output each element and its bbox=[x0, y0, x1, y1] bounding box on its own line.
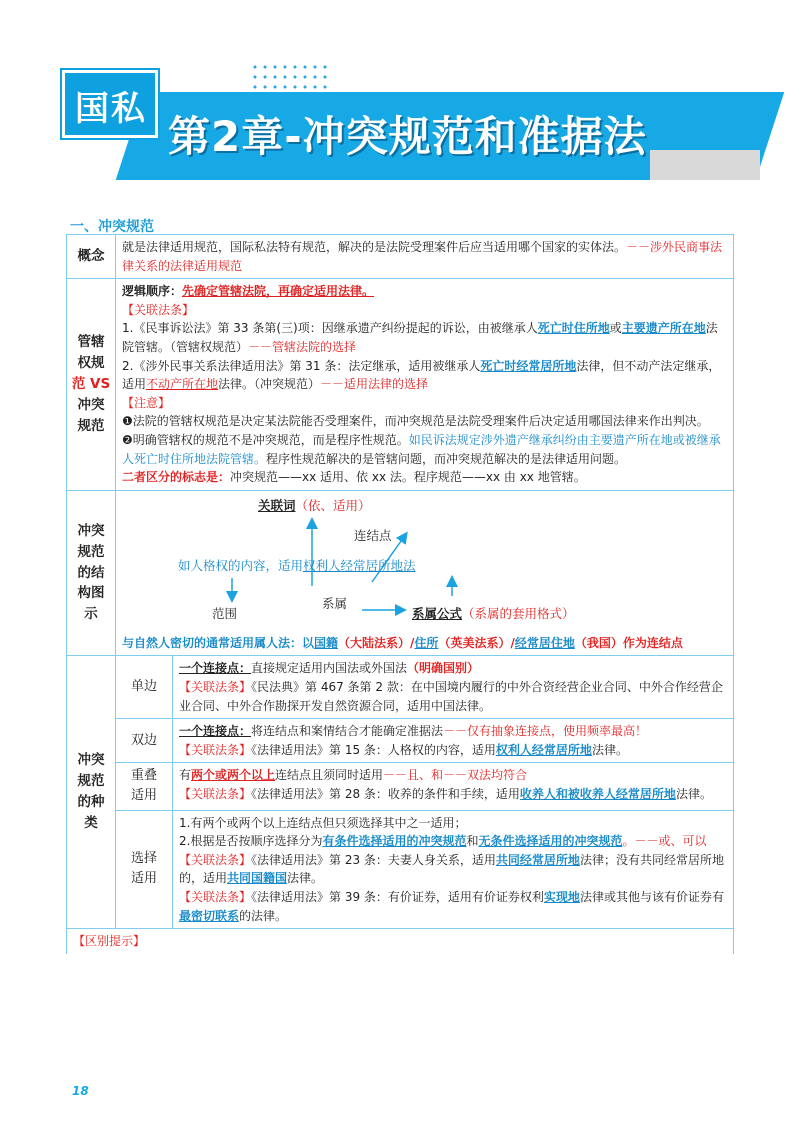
label-line: 选择 bbox=[130, 851, 157, 867]
head: 一个连接点： bbox=[179, 661, 252, 676]
note: －－适用法律的选择 bbox=[320, 377, 429, 392]
law-item-1 bbox=[122, 319, 727, 356]
law-text: 法律；没有共同经常居所地的，适用 bbox=[179, 852, 724, 886]
highlight: 权利人经常居所地法 bbox=[303, 557, 416, 573]
row-choice bbox=[67, 810, 734, 929]
highlight: 主要遗产所在地 bbox=[621, 321, 706, 336]
note: 。－－或、可以 bbox=[622, 834, 707, 849]
text: 如人格权的内容，适用 bbox=[178, 557, 304, 573]
law-text: 《法律适用法》第 39 条：有价证券，适用有价证券权利 bbox=[251, 889, 544, 904]
diff-label: 二者区分的标志是： bbox=[122, 470, 231, 485]
law-text: 《法律适用法》第 28 条：收养的条件和手续，适用 bbox=[251, 786, 520, 801]
diagram-lianjiedian: 连结点 bbox=[354, 527, 392, 543]
text: 程序性规范解决的是管辖问题，而冲突规范解决的是法律适用问题。 bbox=[266, 451, 627, 466]
law-tag: 【关联法条】 bbox=[179, 852, 252, 867]
concept-note: －－涉外民商事法律关系的法律适用规范 bbox=[122, 240, 723, 273]
single-label: 单边 bbox=[116, 656, 173, 719]
text: 直接规定适用内国法或外国法 bbox=[251, 661, 408, 676]
note: （系属的套用格式） bbox=[462, 605, 575, 621]
choice-label bbox=[116, 810, 173, 929]
note: （英美法系）/ bbox=[438, 635, 515, 650]
label-line: 示 bbox=[84, 606, 98, 623]
diagram-example bbox=[178, 556, 416, 575]
example: 如民诉法规定涉外遗产继承纠纷由主要遗产所在地或被继承人死亡时住所地法院管辖。 bbox=[122, 432, 721, 466]
choice-law-2 bbox=[179, 888, 727, 925]
badge-text: 国私 bbox=[75, 89, 147, 129]
highlight: 国籍 bbox=[314, 635, 339, 650]
single-content bbox=[173, 656, 734, 719]
text: 法院管辖。（管辖权规范） bbox=[122, 321, 718, 354]
note: －－仅有抽象连接点，使用频率最高！ bbox=[443, 724, 648, 739]
single-head bbox=[179, 659, 727, 678]
highlight: 经常居住地 bbox=[514, 635, 575, 650]
highlight: 两个或两个以上 bbox=[191, 768, 276, 783]
section-heading: 一、冲突规范 bbox=[70, 219, 154, 235]
row-structure bbox=[67, 490, 734, 656]
chapter-title: 第2章-冲突规范和准据法 bbox=[168, 112, 647, 161]
text: 将连结点和案情结合才能确定准据法 bbox=[251, 724, 444, 739]
diagram-xishu: 系属 bbox=[322, 595, 348, 611]
law-tag: 【关联法条】 bbox=[179, 679, 252, 694]
label-line: 类 bbox=[84, 815, 98, 832]
label-line: 构图 bbox=[77, 585, 105, 602]
diagram-fanwei: 范围 bbox=[212, 605, 238, 621]
text: 法律，但不动产法定继承，适用 bbox=[122, 358, 721, 392]
highlight: 有条件选择适用的冲突规范 bbox=[322, 834, 467, 849]
double-head bbox=[179, 722, 727, 741]
law-text: 法律。 bbox=[675, 786, 712, 801]
law-tag: 【关联法条】 bbox=[179, 742, 252, 757]
text: 关联词 bbox=[258, 497, 296, 513]
types-label bbox=[67, 656, 116, 929]
law-text: 《民法典》第 467 条第 2 款：在中国境内履行的中外合资经营企业合同、中外合作经营企业合同、中外合作勘探开发自然资源合同，适用中国法律。 bbox=[179, 679, 723, 713]
highlight: 不动产所在地 bbox=[146, 377, 219, 392]
conflict-rules-table bbox=[66, 234, 734, 954]
logic-order bbox=[122, 282, 727, 301]
highlight: 权利人经常居所地 bbox=[495, 742, 592, 757]
label-line: 管辖 bbox=[77, 334, 105, 351]
text: 2.《涉外民事关系法律适用法》第 31 条：法定继承，适用被继承人 bbox=[122, 358, 481, 373]
decorative-dots bbox=[250, 62, 330, 92]
law-text: 《法律适用法》第 15 条：人格权的内容，适用 bbox=[251, 742, 496, 757]
highlight: 实现地 bbox=[543, 889, 580, 904]
label-line: 的结 bbox=[77, 564, 105, 581]
text: 和 bbox=[466, 834, 479, 849]
highlight: 最密切联系 bbox=[179, 908, 240, 923]
label-line: 规范 bbox=[77, 773, 105, 790]
order-text: 先确定管辖法院，再确定适用法律。 bbox=[182, 284, 375, 299]
choice-line-1: 1.有两个或两个以上连结点但只须选择其中之一适用； bbox=[179, 815, 467, 830]
law-text: 《法律适用法》第 23 条：夫妻人身关系，适用 bbox=[251, 852, 496, 867]
overlap-content bbox=[173, 763, 734, 810]
highlight: 死亡时经常居所地 bbox=[480, 358, 577, 373]
structure-bottom bbox=[122, 634, 727, 653]
banner-shadow bbox=[650, 150, 760, 180]
structure-diagram bbox=[122, 494, 727, 634]
diagram-guanlianci bbox=[258, 496, 371, 515]
row-double bbox=[67, 719, 734, 763]
highlight: 无条件选择适用的冲突规范 bbox=[478, 834, 623, 849]
highlight: 死亡时住所地 bbox=[537, 321, 610, 336]
tip-cell bbox=[67, 929, 734, 954]
row-jurisdiction bbox=[67, 279, 734, 491]
diagram-gongshi bbox=[412, 604, 575, 623]
tip-tag: 【区别提示】 bbox=[73, 934, 146, 949]
double-label: 双边 bbox=[116, 719, 173, 763]
highlight: 共同国籍国 bbox=[227, 871, 288, 886]
label-line: 冲突 bbox=[77, 752, 105, 769]
jurisdiction-label bbox=[67, 279, 116, 491]
law-tag: 【关联法条】 bbox=[122, 302, 195, 317]
overlap-head bbox=[179, 766, 727, 785]
law-text: 法律。 bbox=[591, 742, 628, 757]
choice-law-1 bbox=[179, 851, 727, 888]
choice-content bbox=[173, 810, 734, 929]
concept-content bbox=[116, 235, 734, 279]
label-line: 冲突 bbox=[77, 396, 105, 413]
text: ❷明确管辖权的规范不是冲突规范，而是程序性规范。 bbox=[122, 432, 409, 447]
text: 1.《民事诉讼法》第 33 条第(三)项：因继承遗产纠纷提起的诉讼，由被继承人 bbox=[122, 321, 538, 336]
row-tip bbox=[67, 929, 734, 954]
note: （我国）作为连结点 bbox=[574, 635, 683, 650]
highlight: 共同经常居所地 bbox=[495, 852, 580, 867]
row-single bbox=[67, 656, 734, 719]
attention-tag: 【注意】 bbox=[122, 395, 171, 410]
note: －－且、和－－双法均符合 bbox=[383, 768, 528, 783]
diff-text: 冲突规范——xx 适用、依 xx 法。程序规范——xx 由 xx 地管辖。 bbox=[230, 470, 586, 485]
text: 法律。（冲突规范） bbox=[218, 377, 321, 392]
text: 有 bbox=[179, 768, 192, 783]
law-tag: 【关联法条】 bbox=[179, 889, 252, 904]
subject-badge bbox=[62, 70, 158, 138]
concept-text: 就是法律适用规范，国际私法特有规范，解决的是法院受理案件后应当适用哪个国家的实体法。 bbox=[122, 240, 627, 254]
double-law bbox=[179, 741, 727, 760]
single-law bbox=[179, 678, 727, 715]
text: 或 bbox=[609, 321, 622, 336]
label-line: 权规 bbox=[77, 355, 105, 372]
note: （依、适用） bbox=[295, 497, 371, 513]
highlight: 收养人和被收养人经常居所地 bbox=[519, 786, 676, 801]
label-line: 冲突 bbox=[77, 522, 105, 539]
law-item-2 bbox=[122, 357, 727, 394]
law-tag: 【关联法条】 bbox=[179, 786, 252, 801]
overlap-label bbox=[116, 763, 173, 810]
text: 连结点且须同时适用 bbox=[275, 768, 384, 783]
concept-label: 概念 bbox=[67, 235, 116, 279]
overlap-law bbox=[179, 785, 727, 804]
page-number: 18 bbox=[72, 1084, 89, 1098]
law-text: 法律。 bbox=[287, 871, 324, 886]
row-overlap bbox=[67, 763, 734, 810]
choice-line-2 bbox=[179, 832, 727, 851]
label-line: 规范 bbox=[77, 543, 105, 560]
structure-label bbox=[67, 490, 116, 656]
text: 系属公式 bbox=[412, 605, 463, 621]
highlight: 住所 bbox=[414, 635, 439, 650]
order-label: 逻辑顺序： bbox=[122, 284, 183, 299]
note: （大陆法系）/ bbox=[338, 635, 415, 650]
note: －－管辖法院的选择 bbox=[248, 339, 357, 354]
label-line: 规范 bbox=[77, 417, 105, 434]
text: 与自然人密切的通常适用属人法：以 bbox=[122, 635, 315, 650]
structure-content bbox=[116, 490, 734, 656]
jurisdiction-content bbox=[116, 279, 734, 491]
label-line: 重叠 bbox=[130, 768, 157, 784]
text: 2.根据是否按顺序选择分为 bbox=[179, 834, 323, 849]
law-text: 的法律。 bbox=[239, 908, 288, 923]
row-concept bbox=[67, 235, 734, 279]
label-line: 适用 bbox=[130, 871, 157, 887]
note: （明确国别） bbox=[407, 661, 480, 676]
head: 一个连接点： bbox=[179, 724, 252, 739]
law-text: 法律或其他与该有价证券有 bbox=[579, 889, 724, 904]
label-line: 适用 bbox=[130, 788, 157, 804]
label-line: 的种 bbox=[77, 794, 105, 811]
difference bbox=[122, 468, 727, 487]
attention-1: ❶法院的管辖权规范是决定某法院能否受理案件，而冲突规范是法院受理案件后决定适用哪国法律来作出判决。 bbox=[122, 414, 709, 429]
attention-2 bbox=[122, 431, 727, 468]
double-content bbox=[173, 719, 734, 763]
label-line-vs: 范 VS bbox=[71, 375, 111, 392]
